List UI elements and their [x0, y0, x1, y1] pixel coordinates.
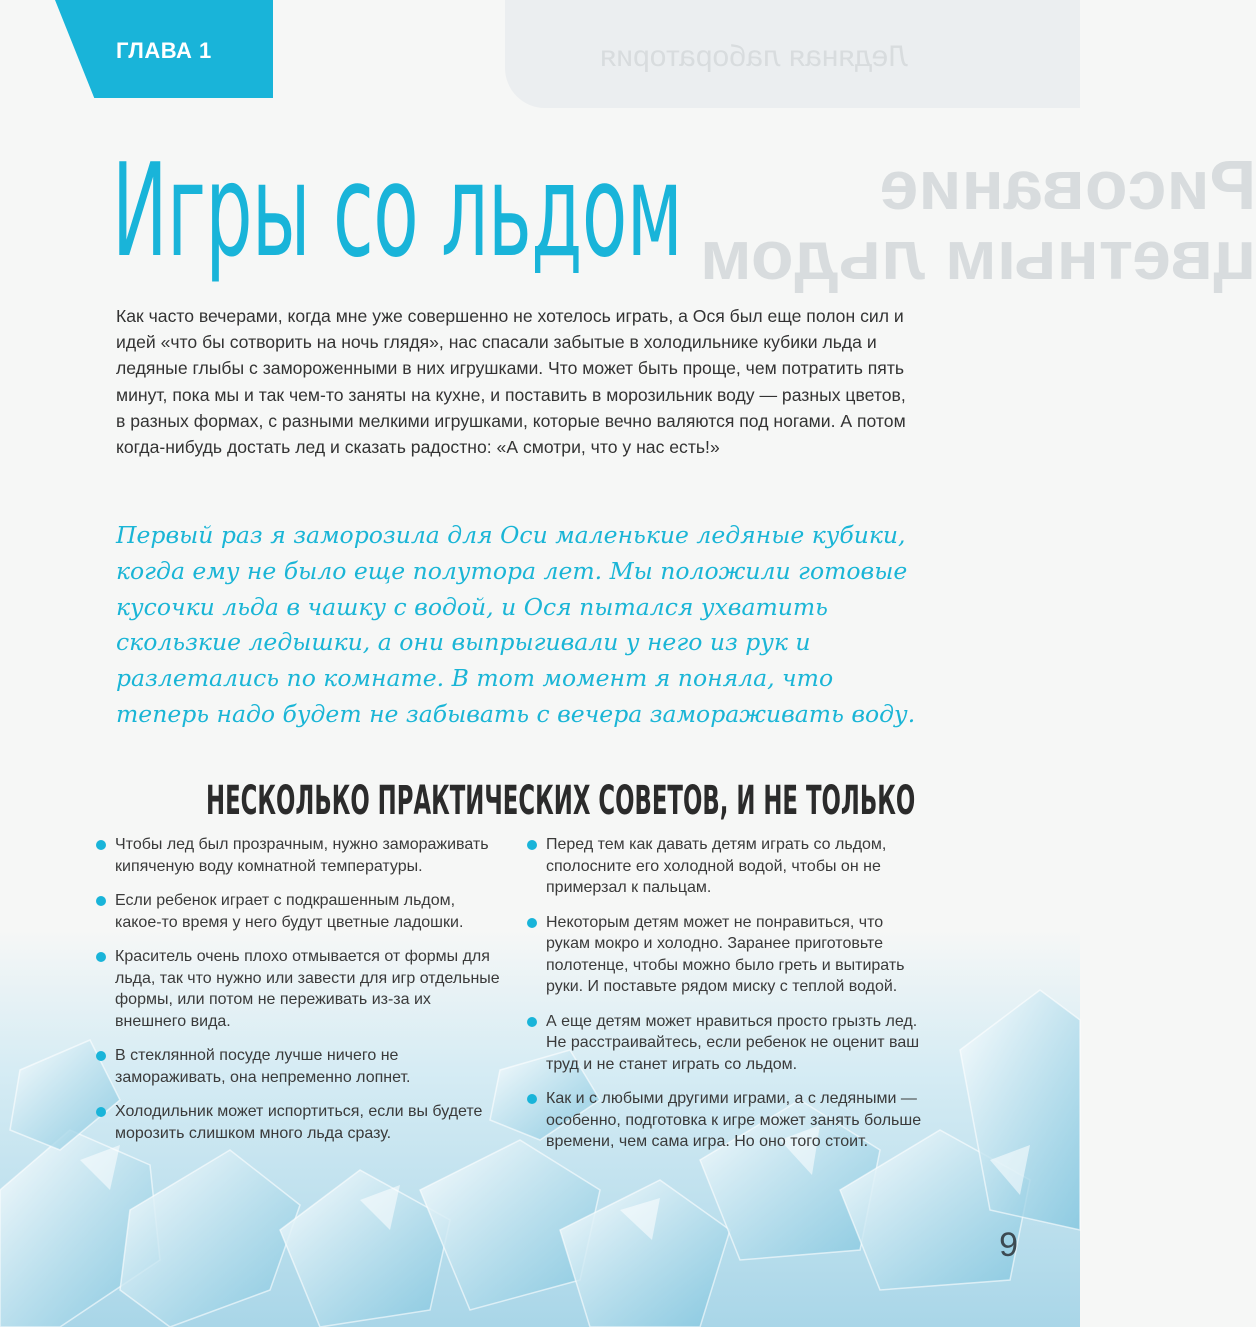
tips-list-left: [96, 834, 506, 1144]
page-number: 9: [999, 1226, 1018, 1264]
intro-paragraph: Как часто вечерами, когда мне уже совершенно не хотелось играть, а Ося был еще полон сил и идей «что бы сотворить на ночь глядя», нас спасали забытые в холодильнике кубики льда и ледяные глыбы с замороженными в них игрушками. Что может быть проще, чем потратить пять минут, пока мы и так чем-то заняты на кухне, и поставить в морозильник воду — разных цветов, в разных формах, с разными мелкими игрушками, которые вечно валяются под ногами. А потом когда-нибудь достать лед и сказать радостно: «А смотри, что у нас есть!»: [116, 306, 906, 458]
reverse-page-bleed-heading: Рисование цветным льдом: [700, 146, 1256, 294]
bullet-dot-icon: [527, 1017, 537, 1027]
list-item: Краситель очень плохо отмывается от формы для льда, так что нужно или завести для игр отдельные формы, или потом не переживать из-за их внешнего вида.: [96, 946, 506, 1032]
page-title: Игры со льдом: [112, 137, 683, 286]
list-item: Если ребенок играет с подкрашенным льдом, какое-то время у него будут цветные ладошки.: [96, 890, 506, 933]
list-item: Как и с любыми другими играми, а с ледяными — особенно, подготовка к игре может занять больше времени, чем сама игра. Но оно того стоит.: [527, 1088, 927, 1153]
chapter-label: ГЛАВА 1: [116, 38, 212, 63]
list-item: Чтобы лед был прозрачным, нужно замораживать кипяченую воду комнатной температуры.: [96, 834, 506, 877]
list-item: В стеклянной посуде лучше ничего не замораживать, она непременно лопнет.: [96, 1045, 506, 1088]
tips-heading: НЕСКОЛЬКО ПРАКТИЧЕСКИХ СОВЕТОВ, И НЕ ТОЛЬКО: [206, 778, 916, 824]
list-item: Некоторым детям может не понравиться, что рукам мокро и холодно. Заранее приготовьте полотенце, чтобы можно было греть и вытирать руки. И поставьте рядом миску с теплой водой.: [527, 912, 927, 998]
list-item: А еще детям может нравиться просто грызть лед. Не расстраивайтесь, если ребенок не оценит ваш труд и не станет играть со льдом.: [527, 1011, 927, 1076]
bullet-dot-icon: [96, 952, 106, 962]
list-item: Холодильник может испортиться, если вы будете морозить слишком много льда сразу.: [96, 1101, 506, 1144]
quote-paragraph: Первый раз я заморозила для Оси маленькие ледяные кубики, когда ему не было еще полутора лет. Мы положили готовые кусочки льда в чашку с водой, и Ося пытался ухватить скользкие ледышки, а они выпрыгивали у него из рук и разлетались по комнате. В тот момент я поняла, что теперь надо будет не забывать с вечера замораживать воду.: [116, 521, 916, 728]
reverse-page-bleed-text: Ледяная лаборатория: [600, 40, 908, 73]
bullet-dot-icon: [527, 1094, 537, 1104]
tips-list-right: [527, 834, 927, 1153]
bullet-dot-icon: [527, 840, 537, 850]
list-item: Перед тем как давать детям играть со льдом, сполосните его холодной водой, чтобы он не примерзал к пальцам.: [527, 834, 927, 899]
bullet-dot-icon: [96, 1107, 106, 1117]
bullet-dot-icon: [96, 896, 106, 906]
bullet-dot-icon: [96, 1051, 106, 1061]
bullet-dot-icon: [96, 840, 106, 850]
bullet-dot-icon: [527, 918, 537, 928]
